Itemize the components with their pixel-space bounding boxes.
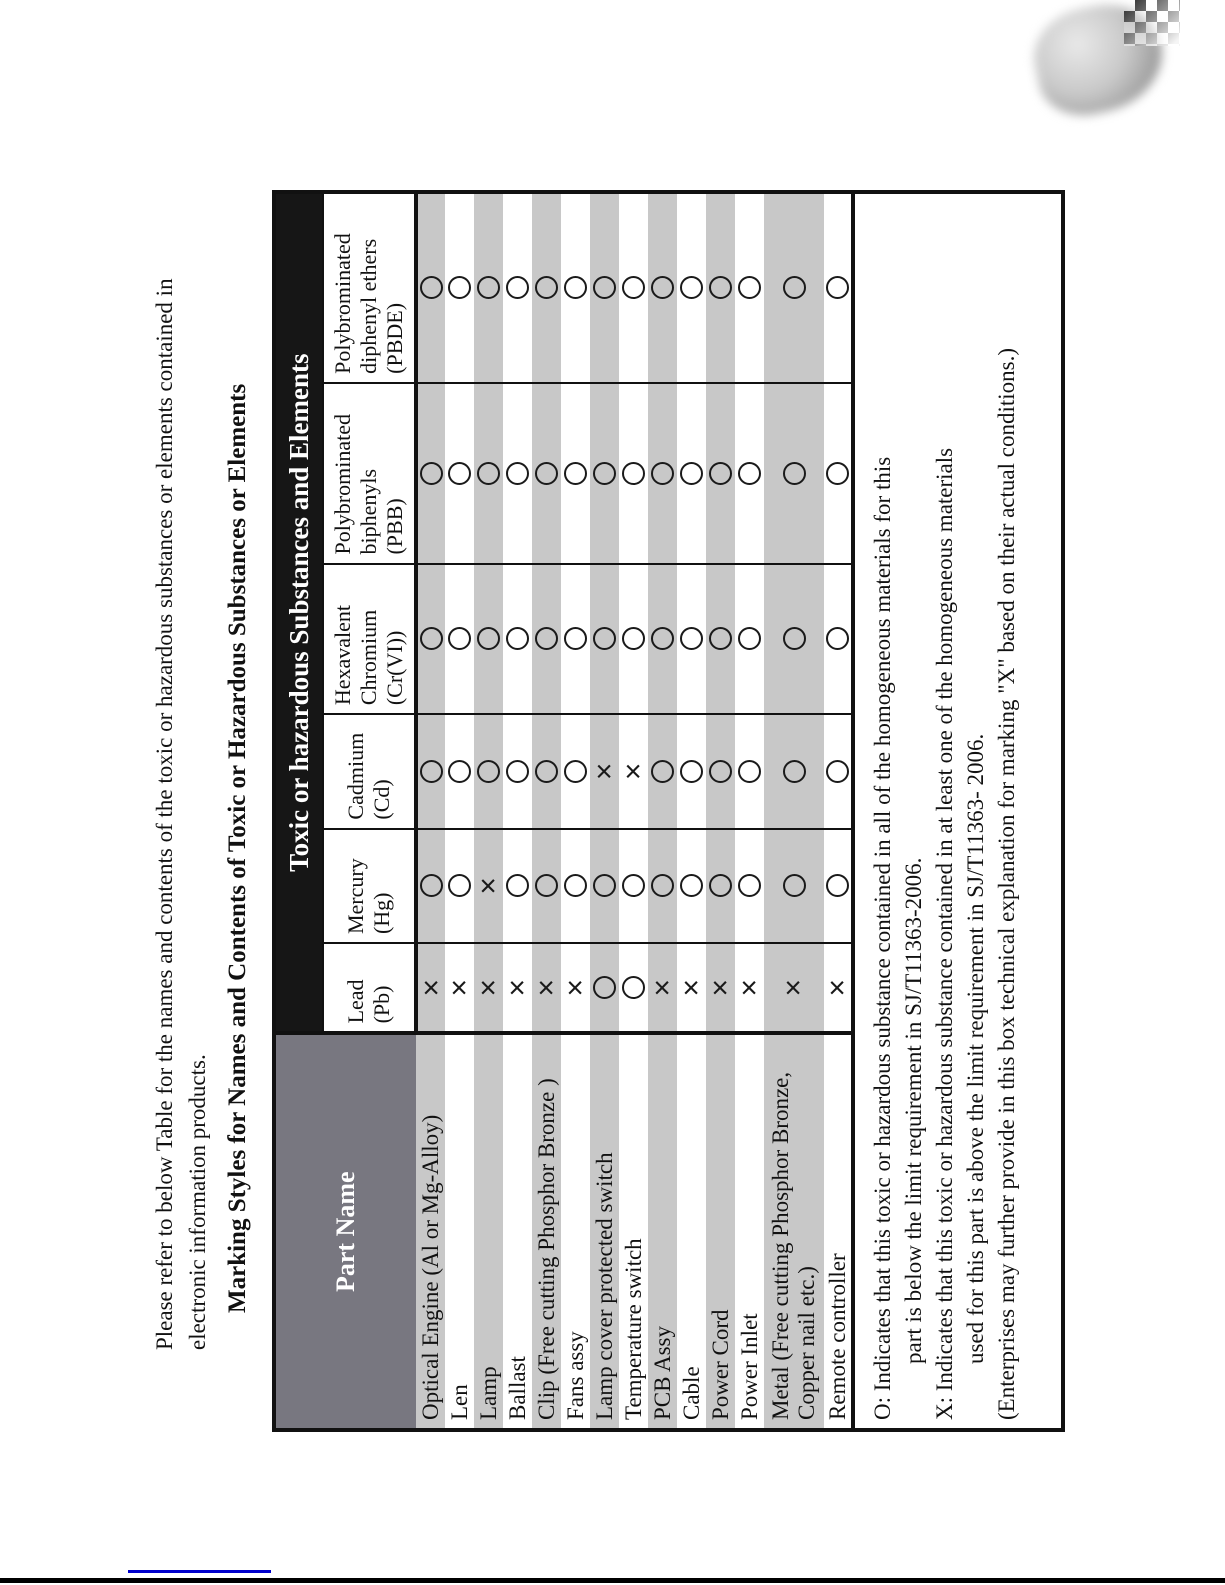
circle-mark	[783, 627, 806, 650]
substance-value-cell	[706, 383, 735, 564]
circle-mark	[738, 760, 761, 783]
substance-value-cell	[529, 943, 563, 1033]
substance-header-cadmium: Cadmium (Cd)	[323, 714, 416, 828]
substance-header-pbb: Polybrominated biphenyls (PBB)	[323, 383, 416, 564]
intro-line: electronic information products.	[185, 1054, 210, 1350]
substance-value-cell	[561, 829, 590, 943]
substance-value-cell	[619, 564, 648, 715]
part-name-cell: Power Inlet	[735, 1033, 764, 1430]
table-row	[706, 192, 735, 1430]
circle-mark	[651, 874, 674, 897]
circle-mark	[680, 874, 703, 897]
part-name-cell: Fans assy	[561, 1033, 590, 1430]
circle-mark	[709, 276, 732, 299]
substance-value-cell	[503, 192, 532, 383]
substance-value-cell	[619, 383, 648, 564]
substance-value-cell	[587, 714, 621, 828]
substance-header-hexavalent-chromium: Hexavalent Chromium (Cr(VI))	[323, 564, 416, 715]
substance-value-cell	[503, 564, 532, 715]
substance-value-cell	[674, 943, 708, 1033]
substance-value-cell	[445, 829, 474, 943]
part-name-cell: Len	[445, 1033, 474, 1430]
substance-value-cell	[503, 829, 532, 943]
substance-value-cell	[735, 383, 764, 564]
circle-mark	[564, 627, 587, 650]
circle-mark	[420, 462, 443, 485]
table-row	[503, 192, 532, 1430]
table-row	[416, 192, 445, 1430]
circle-mark	[738, 874, 761, 897]
circle-mark	[622, 627, 645, 650]
cross-mark: ×	[529, 978, 563, 997]
substance-value-cell	[703, 943, 737, 1033]
substance-value-cell	[471, 829, 505, 943]
substance-value-cell	[503, 714, 532, 828]
cross-mark: ×	[500, 978, 534, 997]
substance-value-cell	[706, 714, 735, 828]
substance-value-cell	[764, 192, 824, 383]
substance-value-cell	[616, 714, 650, 828]
part-name-cell: Clip (Free cutting Phosphor Bronze )	[532, 1033, 561, 1430]
parts-table	[272, 190, 1065, 1432]
part-name-cell: PCB Assy	[648, 1033, 677, 1430]
part-name-cell: Remote controller	[824, 1033, 853, 1430]
part-name-cell: Ballast	[503, 1033, 532, 1430]
substance-value-cell	[442, 943, 476, 1033]
circle-mark	[651, 627, 674, 650]
substance-header-pbde: Polybrominated diphenyl ethers (PBDE)	[323, 192, 416, 383]
brand-logo-checkerboard-icon	[1124, 0, 1180, 46]
table-row	[619, 192, 648, 1430]
substance-value-cell	[532, 192, 561, 383]
table-row	[474, 192, 503, 1430]
substance-value-cell	[735, 714, 764, 828]
circle-mark	[622, 874, 645, 897]
substance-value-cell	[445, 383, 474, 564]
substance-header-mercury: Mercury (Hg)	[323, 829, 416, 943]
substance-value-cell	[735, 564, 764, 715]
substance-value-cell	[474, 564, 503, 715]
circle-mark	[506, 760, 529, 783]
substance-value-cell	[648, 383, 677, 564]
circle-mark	[564, 462, 587, 485]
circle-mark	[593, 462, 616, 485]
substance-value-cell	[532, 829, 561, 943]
substance-value-cell	[824, 192, 853, 383]
substance-value-cell	[561, 192, 590, 383]
table-row	[590, 192, 619, 1430]
circle-mark	[420, 276, 443, 299]
part-name-cell: Power Cord	[706, 1033, 735, 1430]
substance-value-cell	[619, 192, 648, 383]
circle-mark	[535, 276, 558, 299]
substance-value-cell	[416, 564, 445, 715]
circle-mark	[826, 462, 849, 485]
circle-mark	[477, 627, 500, 650]
circle-mark	[593, 874, 616, 897]
footnote-line: used for this part is above the limit requirement in SJ/T11363- 2006.	[963, 733, 988, 1364]
substance-value-cell	[824, 829, 853, 943]
circle-mark	[622, 976, 645, 999]
table-row	[735, 192, 764, 1430]
substance-value-cell	[677, 564, 706, 715]
substance-value-cell	[824, 383, 853, 564]
circle-mark	[709, 462, 732, 485]
table-body	[416, 192, 853, 1430]
circle-mark	[564, 874, 587, 897]
table-row	[648, 192, 677, 1430]
circle-mark	[709, 874, 732, 897]
substance-value-cell	[735, 192, 764, 383]
circle-mark	[535, 462, 558, 485]
substance-value-cell	[677, 829, 706, 943]
circle-mark	[651, 760, 674, 783]
cross-mark: ×	[442, 978, 476, 997]
substance-value-cell	[416, 829, 445, 943]
substance-value-cell	[500, 943, 534, 1033]
substance-value-cell	[416, 383, 445, 564]
cross-mark: ×	[777, 978, 810, 997]
substance-value-cell	[474, 192, 503, 383]
footnotes-cell	[853, 192, 1063, 1430]
circle-mark	[477, 462, 500, 485]
table-row	[764, 192, 824, 1430]
substance-value-cell	[445, 714, 474, 828]
circle-mark	[680, 276, 703, 299]
substance-value-cell	[503, 383, 532, 564]
substance-value-cell	[532, 714, 561, 828]
substance-value-cell	[619, 829, 648, 943]
cross-mark: ×	[471, 877, 505, 895]
part-name-cell: Optical Engine (Al or Mg-Alloy)	[416, 1033, 445, 1430]
substance-value-cell	[532, 564, 561, 715]
footnote-line: part is below the limit requirement in SJ/T11363-2006.	[901, 857, 926, 1364]
circle-mark	[826, 627, 849, 650]
circle-mark	[535, 874, 558, 897]
circle-mark	[783, 874, 806, 897]
circle-mark	[826, 760, 849, 783]
group-header-cell: Toxic or hazardous Substances and Elements	[274, 192, 323, 1033]
circle-mark	[448, 627, 471, 650]
circle-mark	[826, 276, 849, 299]
cross-mark: ×	[616, 762, 650, 781]
substance-value-cell	[590, 829, 619, 943]
cross-mark: ×	[587, 762, 621, 781]
substance-value-cell	[645, 943, 679, 1033]
circle-mark	[448, 760, 471, 783]
circle-mark	[738, 462, 761, 485]
substance-value-cell	[820, 943, 854, 1033]
substance-value-cell	[590, 192, 619, 383]
intro-paragraph	[148, 150, 214, 1350]
circle-mark	[783, 276, 806, 299]
table-row	[445, 192, 474, 1430]
circle-mark	[622, 462, 645, 485]
substance-value-cell	[445, 564, 474, 715]
part-name-cell: Metal (Free cutting Phosphor Bronze, Copper nail etc.)	[764, 1033, 824, 1430]
circle-mark	[535, 627, 558, 650]
substance-value-cell	[648, 829, 677, 943]
substance-value-cell	[532, 383, 561, 564]
substance-value-cell	[416, 714, 445, 828]
part-name-cell: Lamp	[474, 1033, 503, 1430]
circle-mark	[564, 276, 587, 299]
substance-value-cell	[764, 943, 824, 1033]
circle-mark	[420, 627, 443, 650]
footnote-line: O: Indicates that this toxic or hazardous substance contained in all of the homogeneous materials for this	[870, 456, 895, 1420]
part-name-cell: Temperature switch	[619, 1033, 648, 1430]
page-bottom-edge	[0, 1578, 1225, 1583]
substance-value-cell	[732, 943, 766, 1033]
circle-mark	[448, 874, 471, 897]
cross-mark: ×	[645, 978, 679, 997]
circle-mark	[420, 874, 443, 897]
circle-mark	[593, 976, 616, 999]
substance-value-cell	[561, 714, 590, 828]
cross-mark: ×	[471, 978, 505, 997]
substance-value-cell	[590, 943, 619, 1033]
substance-value-cell	[677, 383, 706, 564]
circle-mark	[448, 276, 471, 299]
substance-value-cell	[561, 383, 590, 564]
substance-value-cell	[416, 192, 445, 383]
table-row	[532, 192, 561, 1430]
link-underline[interactable]	[128, 1570, 271, 1573]
circle-mark	[651, 462, 674, 485]
circle-mark	[709, 627, 732, 650]
substance-value-cell	[677, 192, 706, 383]
footnotes-row	[853, 192, 1063, 1430]
substance-header-lead: Lead (Pb)	[323, 943, 416, 1033]
circle-mark	[709, 760, 732, 783]
substance-value-cell	[824, 564, 853, 715]
circle-mark	[535, 760, 558, 783]
substance-value-cell	[824, 714, 853, 828]
substance-value-cell	[648, 192, 677, 383]
table-row	[824, 192, 853, 1430]
circle-mark	[593, 627, 616, 650]
substance-value-cell	[677, 714, 706, 828]
circle-mark	[477, 760, 500, 783]
substance-value-cell	[764, 383, 824, 564]
substance-value-cell	[561, 564, 590, 715]
substance-value-cell	[474, 383, 503, 564]
substance-value-cell	[558, 943, 592, 1033]
substance-value-cell	[648, 564, 677, 715]
circle-mark	[680, 627, 703, 650]
substance-value-cell	[445, 192, 474, 383]
circle-mark	[622, 276, 645, 299]
substance-value-cell	[648, 714, 677, 828]
substance-value-cell	[414, 943, 448, 1033]
circle-mark	[564, 760, 587, 783]
substance-value-cell	[590, 383, 619, 564]
circle-mark	[738, 276, 761, 299]
table-row	[677, 192, 706, 1430]
circle-mark	[738, 627, 761, 650]
substance-value-cell	[735, 829, 764, 943]
substance-value-cell	[474, 714, 503, 828]
circle-mark	[651, 276, 674, 299]
circle-mark	[506, 874, 529, 897]
table-row	[561, 192, 590, 1430]
cross-mark: ×	[820, 978, 854, 997]
substance-value-cell	[764, 564, 824, 715]
circle-mark	[826, 874, 849, 897]
cross-mark: ×	[703, 978, 737, 997]
intro-line: Please refer to below Table for the names and contents of the toxic or hazardous substances or elements contained in	[152, 278, 177, 1350]
substance-value-cell	[706, 192, 735, 383]
footnote-line: X: Indicates that this toxic or hazardous substance contained in at least one of the homogeneous materials	[932, 447, 957, 1420]
substance-value-cell	[471, 943, 505, 1033]
footnote-line: (Enterprises may further provide in this box technical explanation for marking "X" based on their actual conditions.)	[994, 348, 1019, 1420]
circle-mark	[783, 462, 806, 485]
substance-value-cell	[706, 564, 735, 715]
substance-value-cell	[619, 943, 648, 1033]
page-title: Marking Styles for Names and Contents of Toxic or Hazardous Substances or Elements	[224, 383, 251, 1313]
circle-mark	[680, 462, 703, 485]
substance-value-cell	[764, 829, 824, 943]
substance-value-cell	[764, 714, 824, 828]
circle-mark	[680, 760, 703, 783]
part-name-cell: Cable	[677, 1033, 706, 1430]
cross-mark: ×	[674, 978, 708, 997]
circle-mark	[506, 627, 529, 650]
cross-mark: ×	[558, 978, 592, 997]
circle-mark	[506, 276, 529, 299]
circle-mark	[783, 760, 806, 783]
cross-mark: ×	[732, 978, 766, 997]
circle-mark	[448, 462, 471, 485]
part-name-header-cell: Part Name	[274, 1033, 416, 1430]
circle-mark	[477, 276, 500, 299]
substance-value-cell	[590, 564, 619, 715]
circle-mark	[593, 276, 616, 299]
cross-mark: ×	[414, 978, 448, 997]
circle-mark	[506, 462, 529, 485]
substance-value-cell	[706, 829, 735, 943]
part-name-cell: Lamp cover protected switch	[590, 1033, 619, 1430]
circle-mark	[420, 760, 443, 783]
